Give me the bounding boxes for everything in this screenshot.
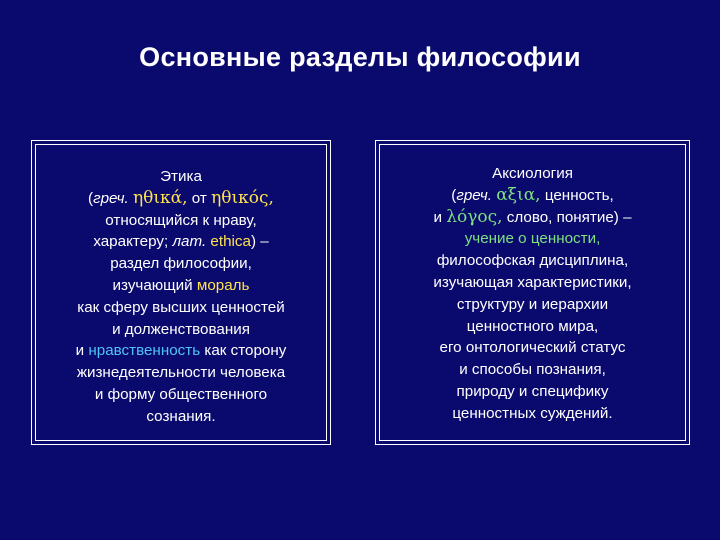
axiology-line-3 <box>376 207 689 229</box>
axiology-line-12: ценностных суждений. <box>452 404 613 422</box>
ethics-line-8: и долженствования <box>112 320 250 338</box>
ethics-studying: изучающий <box>112 276 193 294</box>
ethics-greek-abbr: греч. <box>93 189 129 207</box>
ethics-latin-abbr: лат. <box>172 233 207 251</box>
axiology-line-4: учение о ценности, <box>464 230 601 248</box>
axiology-line-10: и способы познания, <box>459 361 606 379</box>
axiology-paren: ( <box>451 186 457 204</box>
axiology-greek-term-1: αξια, <box>496 184 541 205</box>
axiology-line-2 <box>376 185 689 207</box>
axiology-greek-abbr: греч. <box>456 186 492 204</box>
ethics-line-10: жизнедеятельности человека <box>76 364 286 382</box>
axiology-line-9: его онтологический статус <box>439 339 626 357</box>
axiology-line-11: природу и специфику <box>456 382 609 400</box>
ethics-line-7: как сферу высших ценностей <box>77 298 285 316</box>
ethics-line-11: и форму общественного <box>94 385 268 403</box>
ethics-character: характеру; <box>93 233 169 251</box>
axiology-box <box>375 140 690 445</box>
ethics-line-2 <box>18 188 344 210</box>
axiology-text <box>376 163 689 425</box>
axiology-line-8: ценностного мира, <box>466 317 599 335</box>
axiology-greek-term-2: λόγος, <box>446 206 503 227</box>
ethics-line-5: раздел философии, <box>110 255 252 273</box>
axiology-word-concept: слово, понятие) – <box>506 208 632 226</box>
axiology-line-7: структуру и иерархии <box>456 295 609 313</box>
ethics-text <box>32 166 330 428</box>
ethics-and: и <box>75 342 85 360</box>
ethics-nravstvennost-term: нравственность <box>88 342 201 360</box>
ethics-paren: ( <box>88 189 94 207</box>
ethics-latin-word: ethica <box>210 233 251 251</box>
ethics-close-paren: ) – <box>250 233 269 251</box>
ethics-heading: Этика <box>160 168 202 185</box>
ethics-from: от <box>191 189 207 207</box>
slide-title: Основные разделы философии <box>139 42 581 72</box>
ethics-line-3: относящийся к нраву, <box>105 211 257 229</box>
ethics-line-9 <box>18 340 344 362</box>
ethics-as-side: как сторону <box>204 342 287 360</box>
ethics-greek-term-1: ηθικά, <box>132 187 188 208</box>
axiology-and: и <box>433 208 442 226</box>
axiology-line-5: философская дисциплина, <box>436 252 629 270</box>
ethics-line-4 <box>18 231 344 253</box>
axiology-value: ценность, <box>544 186 614 204</box>
ethics-line-12: сознания. <box>146 407 216 425</box>
axiology-heading: Аксиология <box>492 165 573 182</box>
ethics-morality-term: мораль <box>196 276 250 294</box>
ethics-line-6 <box>18 275 344 297</box>
ethics-greek-term-2: ηθικός, <box>211 187 274 208</box>
axiology-line-6: изучающая характеристики, <box>433 273 632 291</box>
ethics-box <box>31 140 331 445</box>
